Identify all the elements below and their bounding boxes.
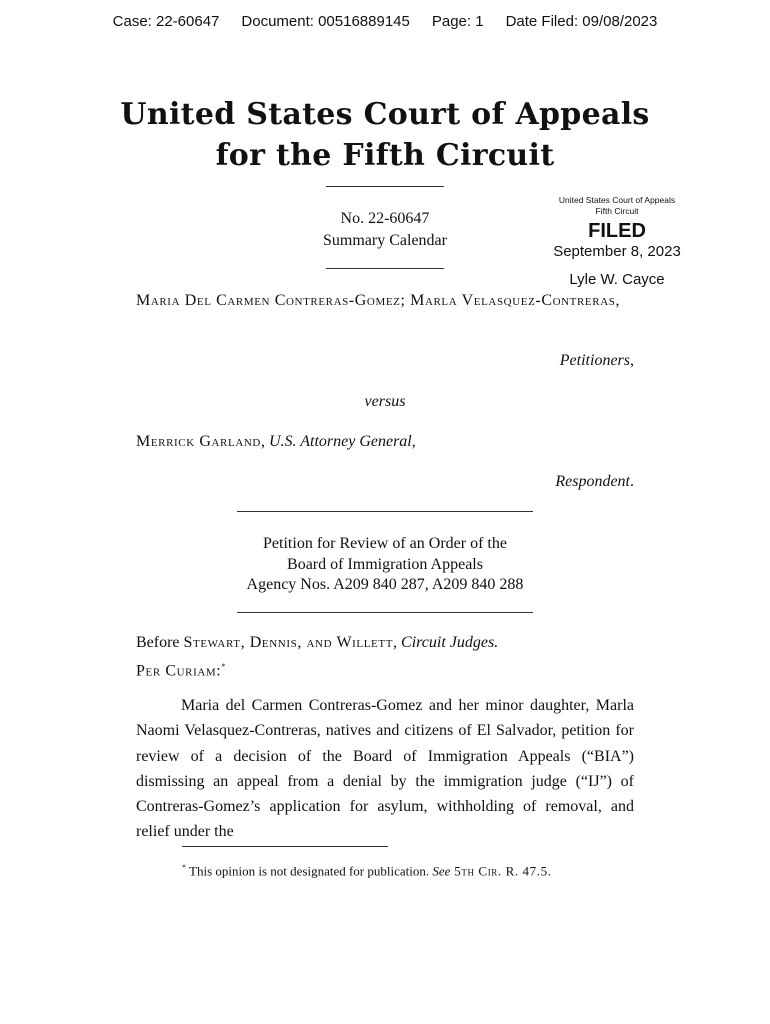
per-curiam: Per Curiam: [136, 662, 222, 680]
court-title [0, 94, 770, 176]
case-number: No. 22-60647 [340, 210, 430, 227]
respondent-label-line: Respondent. [555, 473, 634, 490]
footnote-see: See [432, 863, 451, 879]
bench-line: Before Stewart, Dennis, and Willett, Circuit Judges. [136, 634, 499, 651]
respondent-line: Merrick Garland, U.S. Attorney General, [136, 433, 416, 450]
calendar-type: Summary Calendar [323, 232, 447, 249]
judges: Stewart, Dennis, and Willett [183, 634, 394, 651]
filed-label: FILED [588, 220, 646, 242]
agency-numbers: Agency Nos. A209 840 287, A209 840 288 [246, 576, 524, 593]
divider [237, 511, 533, 512]
footnote-mark: * [182, 863, 186, 872]
respondent-label: Respondent [555, 473, 630, 490]
petition-line2: Board of Immigration Appeals [287, 555, 483, 573]
document-number-header: Document: 00516889145 [241, 13, 410, 30]
petitioners-label: Petitioners [559, 352, 630, 369]
respondent-title: U.S. Attorney General [268, 433, 412, 450]
clerk-name: Lyle W. Cayce [569, 271, 665, 288]
footnote-cite: 5th Cir. R. 47.5. [450, 863, 552, 879]
page-number-header: Page: 1 [431, 13, 484, 30]
court-title-line2: for the Fifth Circuit [215, 138, 555, 173]
versus: versus [364, 393, 406, 410]
footnote-mark: * [221, 662, 226, 671]
petitioners-names: Maria Del Carmen Contreras-Gomez; Marla Velasquez-Contreras, [136, 292, 621, 309]
footnote [182, 860, 642, 879]
court-title-line1: United States Court of Appeals [120, 97, 650, 132]
respondent-name: Merrick Garland [136, 433, 261, 450]
case-number-header: Case: 22-60647 [112, 13, 220, 30]
divider [326, 268, 444, 269]
petition-line1: Petition for Review of an Order of the [263, 535, 507, 552]
footnote-divider [182, 846, 388, 847]
petitioners-label-line: Petitioners, [559, 352, 634, 369]
case-info [295, 208, 475, 252]
judges-title: Circuit Judges. [401, 634, 499, 651]
stamp-court-line2: Fifth Circuit [595, 206, 639, 216]
filed-date: September 8, 2023 [553, 243, 681, 260]
petition-info [136, 534, 634, 596]
footnote-text: This opinion is not designated for publication. [186, 863, 433, 879]
stamp-court-line1: United States Court of Appeals [558, 195, 676, 205]
per-curiam-line [136, 662, 634, 680]
divider [237, 612, 533, 613]
date-filed-header: Date Filed: 09/08/2023 [505, 13, 658, 30]
divider [326, 186, 444, 187]
filed-stamp [540, 195, 694, 289]
opinion-paragraph: Maria del Carmen Contreras-Gomez and her minor daughter, Marla Naomi Velasquez-Contreras, natives and citizens of El Salvador, petition for review of a decision of the Board of Immigration Appeals (“BIA”) dismissing an appeal from a denial by the immigration judge (“IJ”) of Contreras-Gomez’s application for asylum, withholding of removal, and relief under the [136, 697, 634, 841]
docket-header [0, 13, 770, 30]
